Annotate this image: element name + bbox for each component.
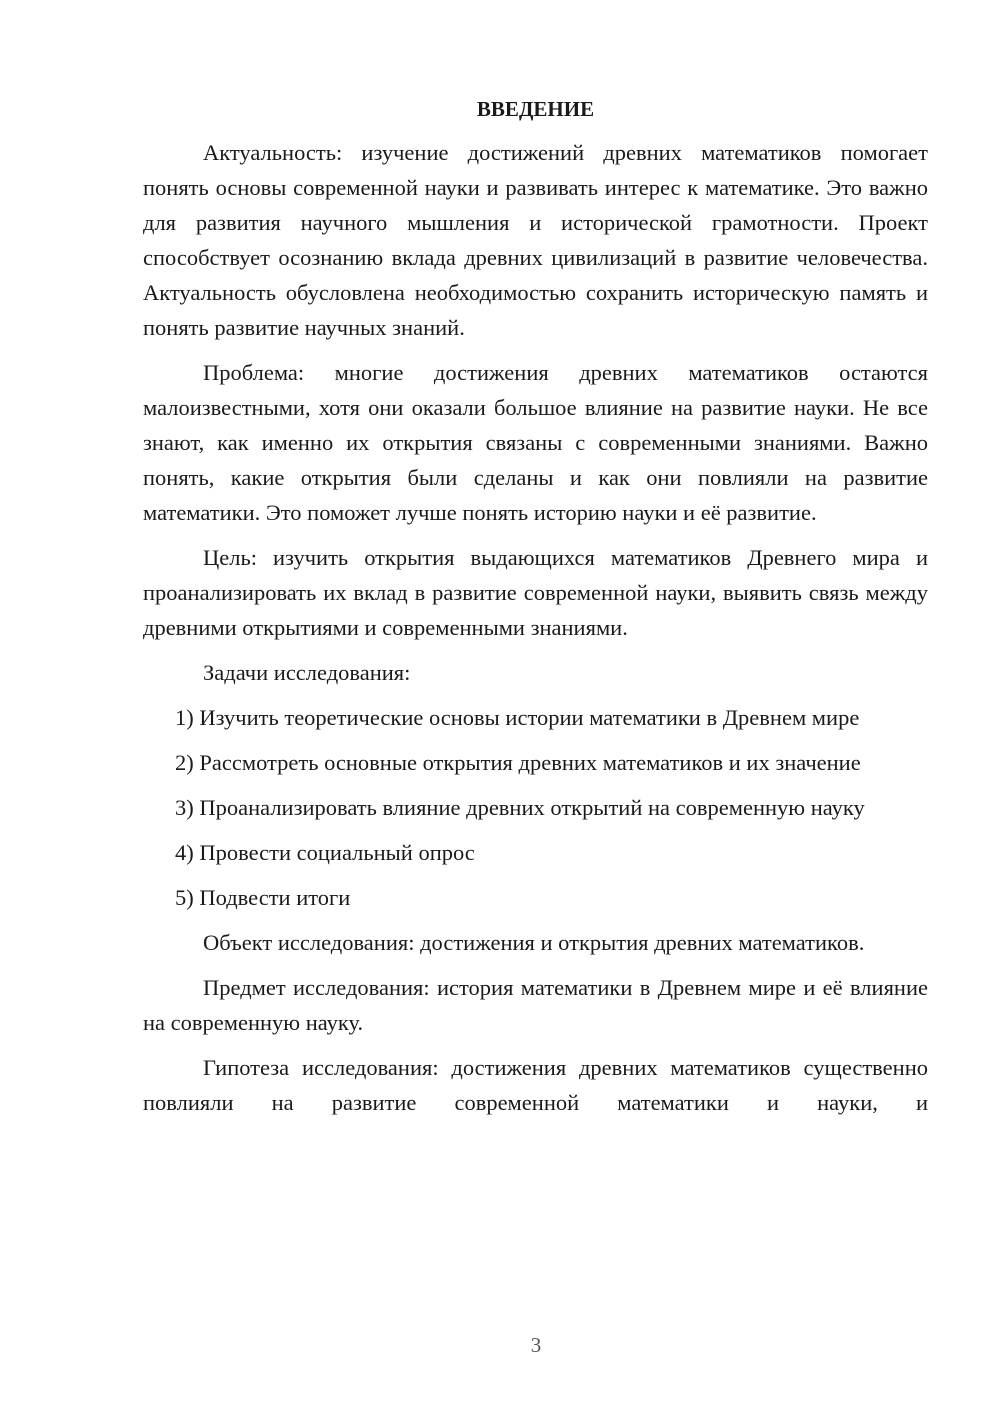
task-item-1: 1) Изучить теоретические основы истории математики в Древнем мире xyxy=(175,705,860,730)
task-item-5: 5) Подвести итоги xyxy=(175,885,351,910)
page-title: ВВЕДЕНИЕ xyxy=(476,97,595,121)
paragraph-relevance: Актуальность: изучение достижений древних математиков помогает понять основы современной науки и развивать интерес к математике. Это важно для развития научного мышления и исторической грамотности. Проект способствует осознанию вклада древних цивилизаций в развитие человечества. Актуальность обусловлена необходимостью сохранить историческую память и понять развитие научных знаний. xyxy=(143,140,928,340)
paragraph-goal: Цель: изучить открытия выдающихся математиков Древнего мира и проанализировать их вклад в развитие современной науки, выявить связь между древними открытиями и современными знаниями. xyxy=(143,545,928,640)
task-item-2: 2) Рассмотреть основные открытия древних математиков и их значение xyxy=(175,750,861,775)
task-item-3: 3) Проанализировать влияние древних открытий на современную науку xyxy=(175,795,865,820)
paragraph-problem: Проблема: многие достижения древних математиков остаются малоизвестными, хотя они оказали большое влияние на развитие науки. Не все знают, как именно их открытия связаны с современными знаниями. Важно понять, какие открытия были сделаны и как они повлияли на развитие математики. Это поможет лучше понять историю науки и её развитие. xyxy=(143,360,928,525)
tasks-heading: Задачи исследования: xyxy=(203,660,411,685)
page-number: 3 xyxy=(530,1333,542,1357)
task-item-4: 4) Провести социальный опрос xyxy=(175,840,475,865)
paragraph-object: Объект исследования: достижения и открытия древних математиков. xyxy=(203,930,865,955)
page-content xyxy=(143,92,928,1130)
paragraph-subject: Предмет исследования: история математики в Древнем мире и её влияние на современную науку. xyxy=(143,975,928,1035)
paragraph-hypothesis: Гипотеза исследования: достижения древних математиков существенно повлияли на развитие современной математики и науки, и xyxy=(143,1055,928,1115)
